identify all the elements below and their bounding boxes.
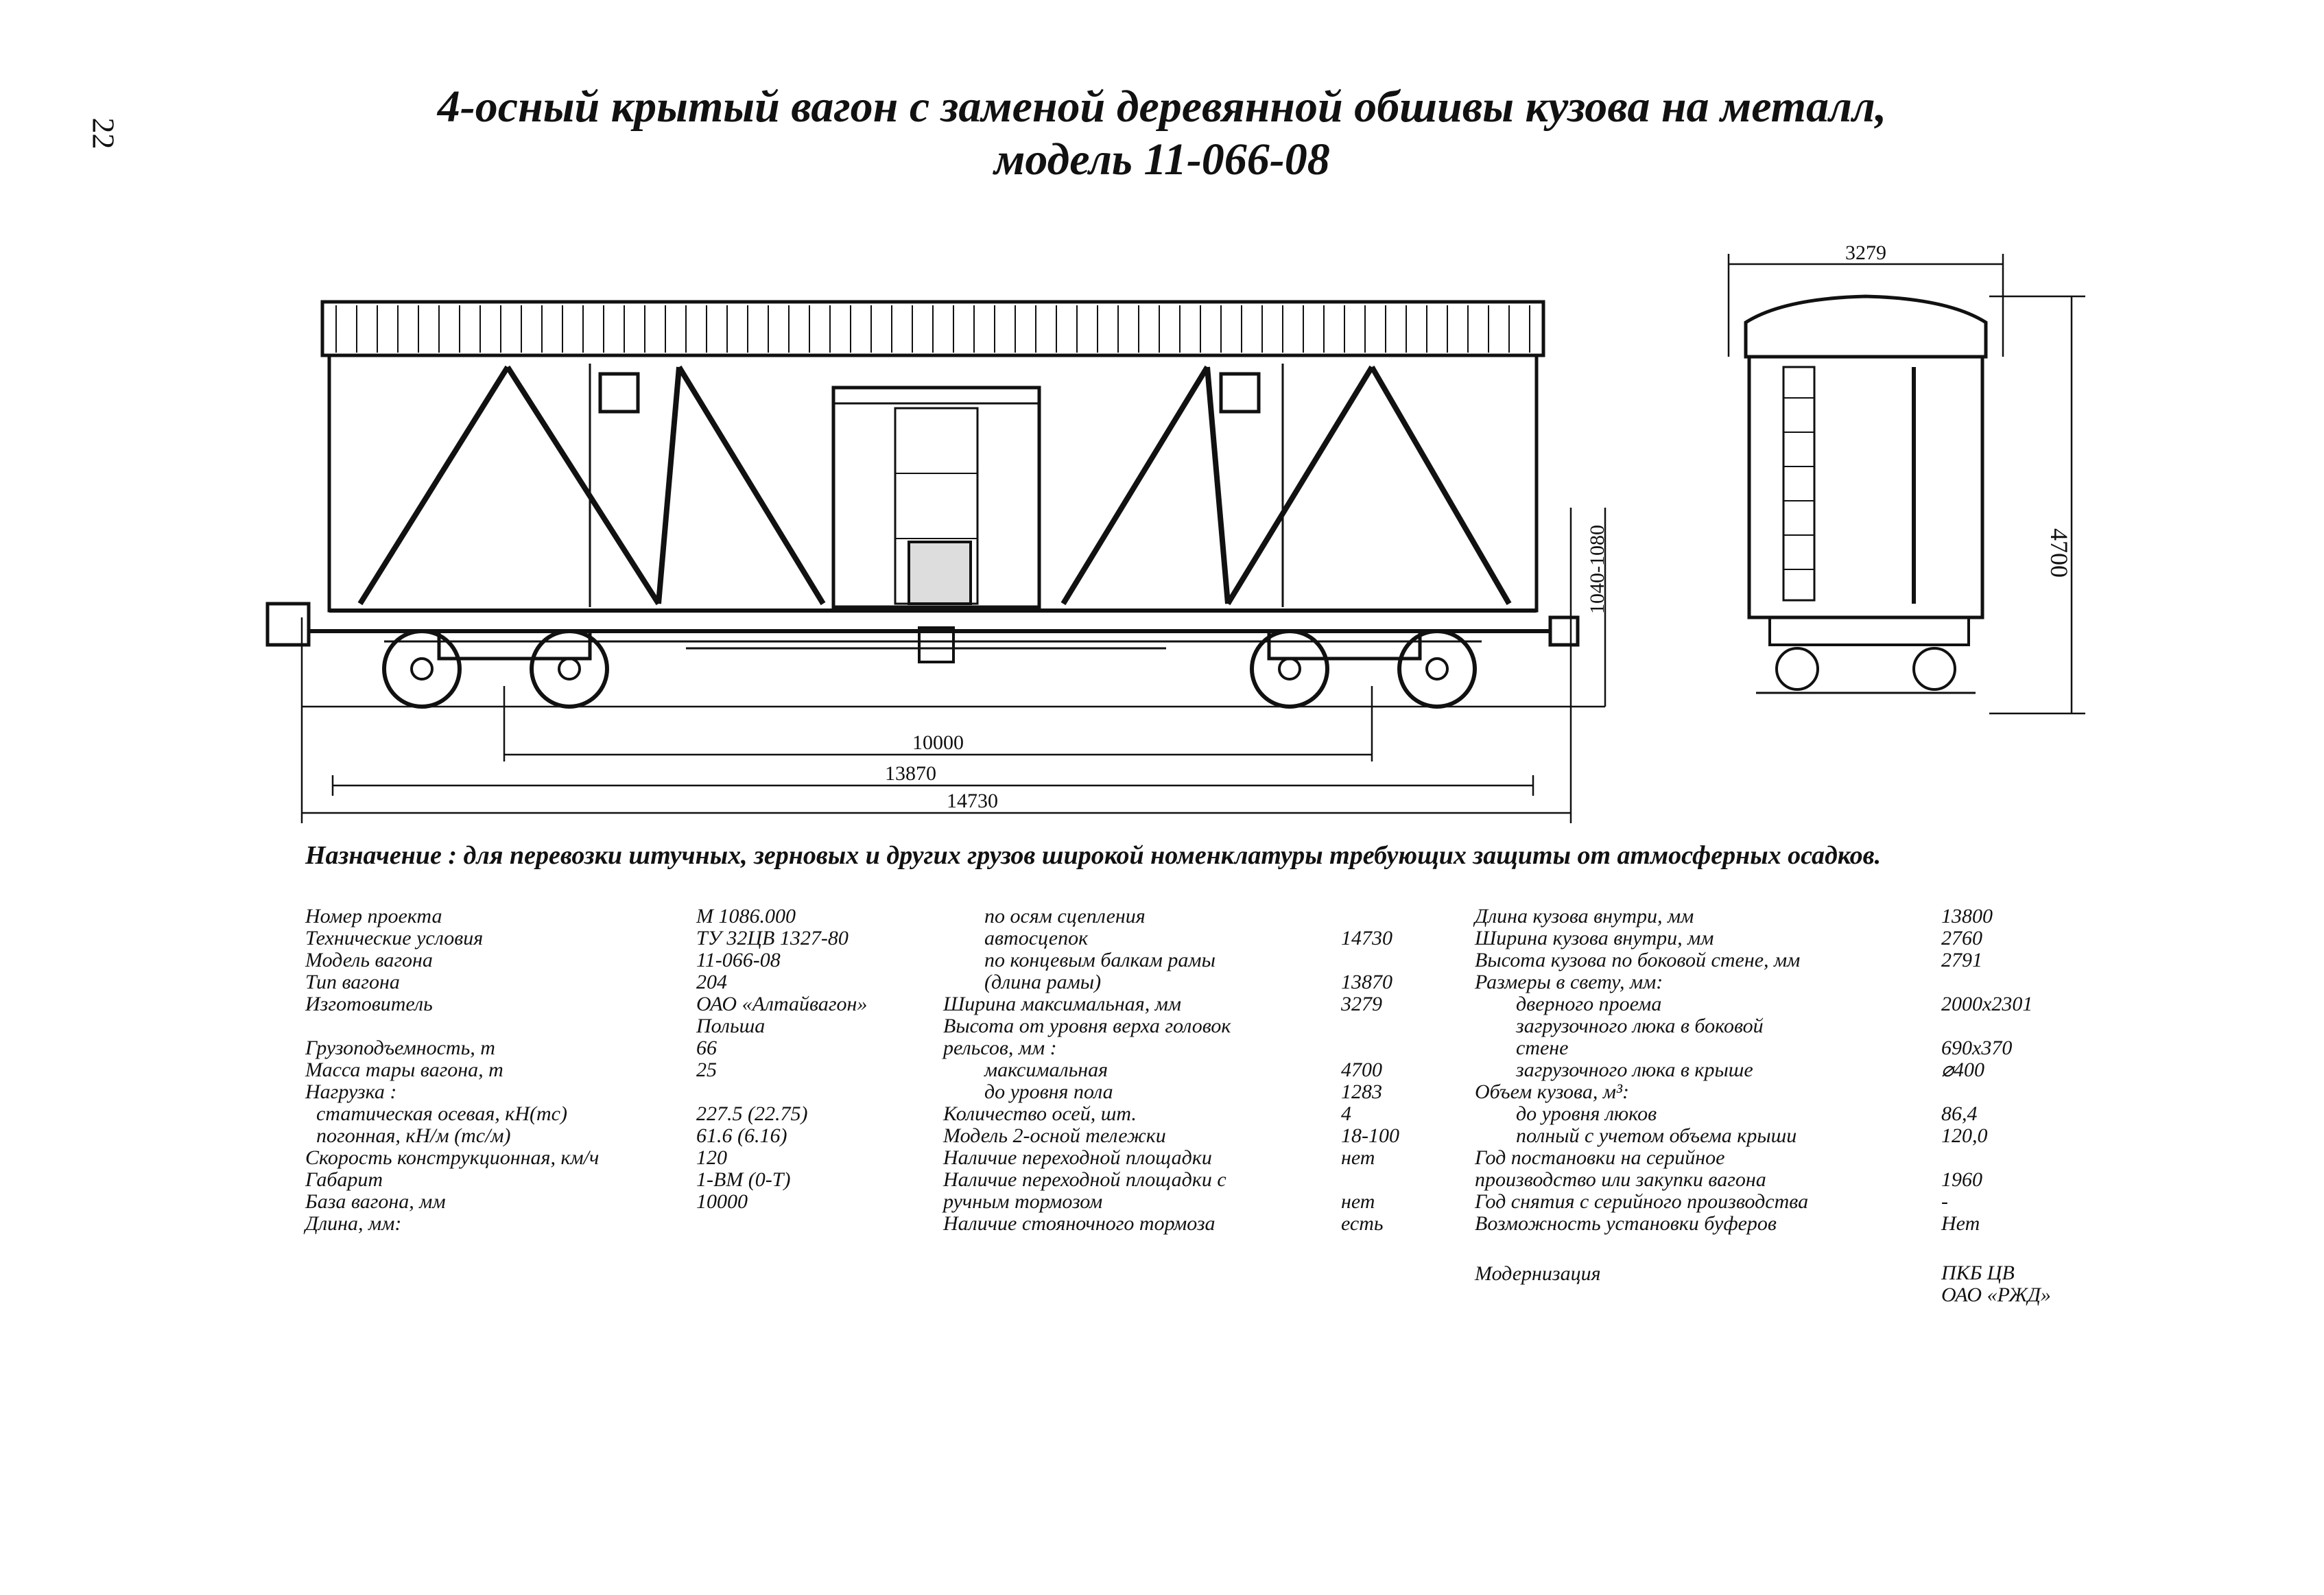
- spec-column-2: [943, 906, 1399, 1235]
- document-title-line2: модель 11-066-08: [994, 134, 1330, 185]
- spec-value: 13800: [1941, 905, 1993, 928]
- spec-value: 1960: [1941, 1168, 1982, 1191]
- spec-row: [943, 906, 1399, 928]
- spec-row: [943, 1213, 1399, 1235]
- spec-row: [943, 1037, 1399, 1059]
- end-view: [1729, 254, 2085, 713]
- spec-column-1: [305, 906, 867, 1235]
- spec-row: [305, 1169, 867, 1191]
- spec-key: до уровня пола: [984, 1080, 1113, 1103]
- dim-width: 3279: [1845, 241, 1886, 264]
- spec-row: [305, 971, 867, 993]
- spec-key: Наличие стояночного тормоза: [943, 1212, 1216, 1235]
- document-title-line1: 4-осный крытый вагон с заменой деревянной обшивы кузова на металл,: [437, 82, 1887, 132]
- spec-key: Скорость конструкционная, км/ч: [305, 1146, 600, 1169]
- spec-value: нет: [1341, 1190, 1375, 1213]
- page-number: 22: [86, 117, 121, 150]
- spec-row: [305, 928, 867, 949]
- spec-row: [943, 1125, 1399, 1147]
- spec-value: ОАО «Алтайвагон»: [696, 993, 868, 1015]
- spec-key: База вагона, мм: [305, 1190, 446, 1213]
- spec-row: [305, 1125, 867, 1147]
- spec-value: 120,0: [1941, 1124, 1988, 1147]
- spec-row: [1475, 1059, 2032, 1081]
- spec-key: рельсов, мм :: [943, 1037, 1057, 1059]
- spec-key: Габарит: [305, 1168, 383, 1191]
- spec-row: [1475, 993, 2032, 1015]
- spec-key: Год постановки на серийное: [1475, 1146, 1725, 1169]
- spec-row: [1475, 1081, 2032, 1103]
- spec-value: 120: [696, 1146, 727, 1169]
- spec-row: [1475, 971, 2032, 993]
- spec-row: [1475, 949, 2032, 971]
- spec-key: Год снятия с серийного производства: [1475, 1190, 1809, 1213]
- spec-key: полный с учетом объема крыши: [1516, 1124, 1797, 1147]
- spec-row: [943, 949, 1399, 971]
- spec-row: [943, 993, 1399, 1015]
- spec-key: Масса тары вагона, т: [305, 1059, 503, 1081]
- spec-row: [943, 971, 1399, 993]
- dim-wheelbase: 10000: [912, 731, 964, 754]
- spec-value: нет: [1341, 1146, 1375, 1169]
- spec-key: производство или закупки вагона: [1475, 1168, 1766, 1191]
- spec-value: ⌀400: [1941, 1059, 1985, 1081]
- spec-value: 11-066-08: [696, 949, 781, 971]
- spec-row: [1475, 928, 2032, 949]
- spec-key: Грузоподъемность, т: [305, 1037, 495, 1059]
- spec-value: есть: [1341, 1212, 1384, 1235]
- spec-row: [1475, 1103, 2032, 1125]
- spec-row: [1475, 1169, 2032, 1191]
- spec-key: дверного проема: [1516, 993, 1662, 1015]
- spec-column-3: [1475, 906, 2032, 1235]
- spec-value: 3279: [1341, 993, 1382, 1015]
- spec-row: [943, 1081, 1399, 1103]
- spec-key: Технические условия: [305, 927, 484, 949]
- spec-key: ручным тормозом: [943, 1190, 1103, 1213]
- spec-row: [1475, 1147, 2032, 1169]
- org-line1: ПКБ ЦВ: [1941, 1262, 2015, 1284]
- dim-frame-length: 13870: [885, 762, 936, 785]
- spec-value: М 1086.000: [696, 905, 796, 928]
- spec-key: Наличие переходной площадки: [943, 1146, 1212, 1169]
- spec-key: по осям сцепления: [984, 905, 1146, 928]
- spec-value: 4: [1341, 1102, 1351, 1125]
- spec-row: [943, 1103, 1399, 1125]
- spec-value: 690х370: [1941, 1037, 2013, 1059]
- spec-key: Объем кузова, м³:: [1475, 1080, 1629, 1103]
- spec-key: статическая осевая, кН(тс): [316, 1102, 567, 1125]
- spec-key: [305, 1015, 696, 1037]
- spec-row: [305, 993, 867, 1015]
- spec-key: Модель вагона: [305, 949, 433, 971]
- roof-ribs: [336, 305, 1530, 353]
- org-line2: ОАО «РЖД»: [1941, 1284, 2051, 1306]
- spec-row: [1475, 1213, 2032, 1235]
- spec-key: Тип вагона: [305, 971, 400, 993]
- spec-value: 227.5 (22.75): [696, 1102, 808, 1125]
- spec-row: [943, 1191, 1399, 1213]
- spec-key: Длина, мм:: [305, 1212, 402, 1235]
- modernization-label: Модернизация: [1475, 1262, 1601, 1285]
- spec-key: максимальная: [984, 1059, 1108, 1081]
- spec-row: [305, 1059, 867, 1081]
- spec-row: [305, 1191, 867, 1213]
- spec-row: [1475, 1191, 2032, 1213]
- purpose-label: Назначение :: [305, 841, 458, 870]
- spec-key: стене: [1516, 1037, 1569, 1059]
- spec-row: [943, 928, 1399, 949]
- spec-value: 18-100: [1341, 1124, 1399, 1147]
- dim-height: 4700: [2046, 528, 2073, 578]
- spec-row: [305, 949, 867, 971]
- spec-key: по концевым балкам рамы: [984, 949, 1216, 971]
- spec-value: 1283: [1341, 1080, 1382, 1103]
- spec-row: [1475, 1015, 2032, 1037]
- spec-row: [305, 1147, 867, 1169]
- spec-key: Длина кузова внутри, мм: [1475, 905, 1694, 928]
- spec-value: 2000х2301: [1941, 993, 2033, 1015]
- spec-key: загрузочного люка в крыше: [1516, 1059, 1753, 1081]
- spec-row: [943, 1059, 1399, 1081]
- spec-value: 66: [696, 1037, 717, 1059]
- spec-value: 61.6 (6.16): [696, 1124, 787, 1147]
- spec-key: Нагрузка :: [305, 1080, 397, 1103]
- spec-row: [305, 1103, 867, 1125]
- spec-value: 86,4: [1941, 1102, 1978, 1125]
- spec-key: до уровня люков: [1516, 1102, 1657, 1125]
- spec-key: автосцепок: [984, 927, 1089, 949]
- spec-row: [1475, 1125, 2032, 1147]
- spec-row: [305, 1081, 867, 1103]
- spec-value: ТУ 32ЦВ 1327-80: [696, 927, 849, 949]
- spec-key: загрузочного люка в боковой: [1516, 1015, 1764, 1037]
- spec-value: 4700: [1341, 1059, 1382, 1081]
- spec-key: Высота от уровня верха головок: [943, 1015, 1231, 1037]
- spec-value: -: [1941, 1190, 1948, 1213]
- spec-key: погонная, кН/м (тс/м): [316, 1124, 511, 1147]
- spec-row: [943, 1169, 1399, 1191]
- spec-value: 13870: [1341, 971, 1392, 993]
- spec-value: 2791: [1941, 949, 1982, 971]
- spec-row: [1475, 1037, 2032, 1059]
- spec-row: [305, 1037, 867, 1059]
- spec-value: Польша: [696, 1015, 766, 1037]
- modernization-org: [1941, 1262, 2051, 1306]
- spec-row: [305, 1213, 867, 1235]
- spec-row: [943, 1015, 1399, 1037]
- spec-row: [305, 1015, 867, 1037]
- spec-key: Наличие переходной площадки с: [943, 1168, 1226, 1191]
- spec-row: [305, 906, 867, 928]
- spec-value: Нет: [1941, 1212, 1980, 1235]
- spec-value: 14730: [1341, 927, 1392, 949]
- spec-key: Ширина максимальная, мм: [943, 993, 1182, 1015]
- spec-value: 1-ВМ (0-Т): [696, 1168, 791, 1191]
- spec-row: [943, 1147, 1399, 1169]
- spec-key: Возможность установки буферов: [1475, 1212, 1777, 1235]
- spec-key: Размеры в свету, мм:: [1475, 971, 1663, 993]
- purpose-text: для перевозки штучных, зерновых и других грузов широкой номенклатуры требующих защиты от атмосферных осадков.: [463, 841, 1882, 870]
- spec-key: Модель 2-осной тележки: [943, 1124, 1166, 1147]
- spec-row: [1475, 906, 2032, 928]
- spec-value: 204: [696, 971, 727, 993]
- spec-key: Высота кузова по боковой стене, мм: [1475, 949, 1801, 971]
- end-view-dimensions: [1845, 241, 2073, 578]
- purpose-statement: [305, 840, 1881, 871]
- spec-value: 25: [696, 1059, 717, 1081]
- spec-key: Изготовитель: [305, 993, 433, 1015]
- dim-total-length: 14730: [947, 790, 998, 812]
- spec-value: 10000: [696, 1190, 748, 1213]
- spec-value: 2760: [1941, 927, 1982, 949]
- spec-key: (длина рамы): [984, 971, 1102, 993]
- dim-coupler-height: 1040-1080: [1586, 525, 1609, 614]
- spec-key: Номер проекта: [305, 905, 442, 928]
- spec-key: Количество осей, шт.: [943, 1102, 1137, 1125]
- spec-key: Ширина кузова внутри, мм: [1475, 927, 1714, 949]
